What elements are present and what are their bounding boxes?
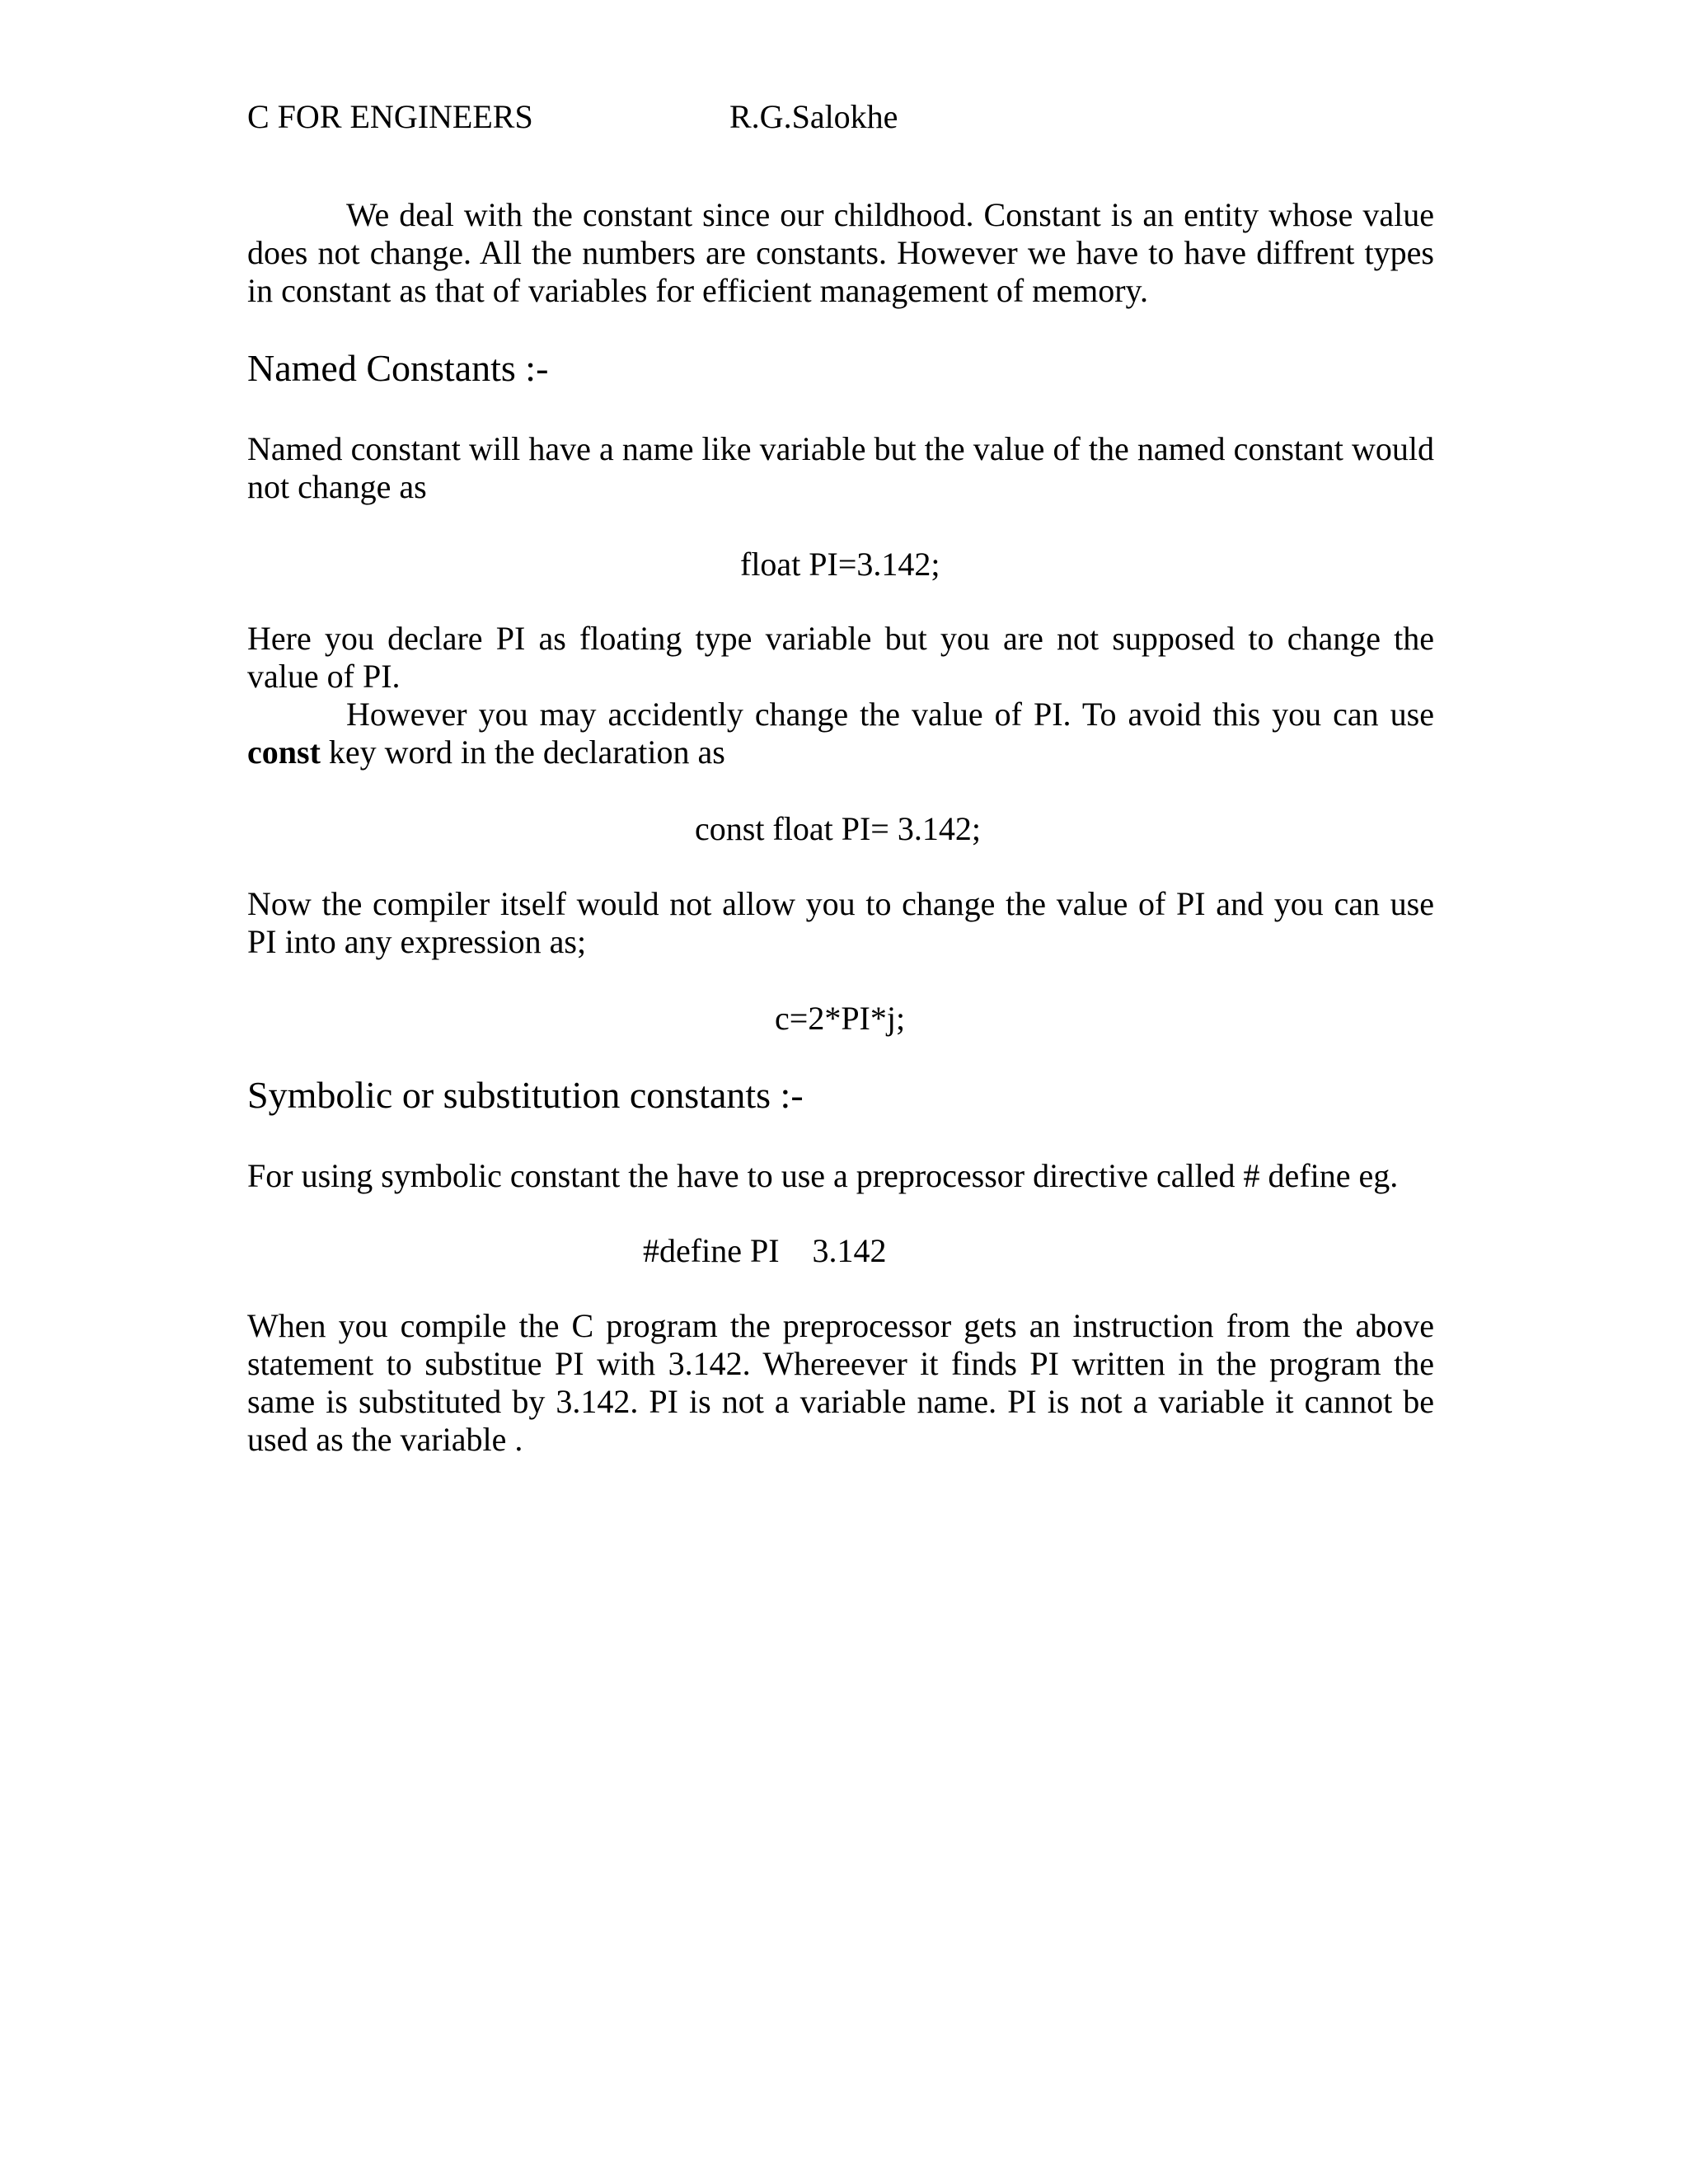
named-constants-description (247, 430, 1434, 506)
now-line: Now the compiler itself would not allow you to change the value of PI and you can use (247, 885, 1434, 922)
however-paragraph (247, 696, 1434, 771)
code-define-pi: #define PI 3.142 (643, 1232, 887, 1269)
when-line: When you compile the C program the preprocessor gets an instruction from the above (247, 1307, 1434, 1344)
when-line: statement to substitue PI with 3.142. Whereever it finds PI written in the program the (247, 1345, 1434, 1382)
when-paragraph (247, 1307, 1434, 1459)
code-expression: c=2*PI*j; (775, 1000, 906, 1037)
const-line (247, 733, 1434, 771)
description-line: not change as (247, 468, 427, 505)
here-line: Here you declare PI as floating type variable but you are not supposed to change the (247, 620, 1434, 657)
author-name: R.G.Salokhe (729, 98, 898, 135)
code-const-float-pi: const float PI= 3.142; (695, 810, 981, 847)
const-keyword: const (247, 733, 321, 771)
intro-line: in constant as that of variables for efficient management of memory. (247, 272, 1148, 309)
document-page (247, 0, 1434, 2184)
code-float-pi: float PI=3.142; (740, 546, 940, 583)
here-line: value of PI. (247, 658, 401, 695)
symbolic-description (247, 1157, 1434, 1195)
now-line: PI into any expression as; (247, 923, 587, 960)
const-line-rest: key word in the declaration as (320, 733, 725, 771)
now-paragraph (247, 885, 1434, 961)
here-paragraph (247, 620, 1434, 696)
book-title: C FOR ENGINEERS (247, 98, 533, 135)
when-line: same is substituted by 3.142. PI is not a variable name. PI is not a variable it cannot be (247, 1383, 1434, 1420)
however-line: However you may accidently change the value of PI. To avoid this you can use (346, 696, 1434, 733)
symbolic-constants-heading: Symbolic or substitution constants :- (247, 1074, 804, 1116)
named-constants-heading: Named Constants :- (247, 347, 549, 389)
intro-paragraph (247, 196, 1434, 310)
intro-line: does not change. All the numbers are constants. However we have to have diffrent types (247, 234, 1434, 271)
intro-line: We deal with the constant since our childhood. Constant is an entity whose value (346, 196, 1434, 233)
description-line: Named constant will have a name like variable but the value of the named constant would (247, 430, 1434, 467)
symbolic-description-line: For using symbolic constant the have to use a preprocessor directive called # define eg. (247, 1157, 1399, 1194)
when-line: used as the variable . (247, 1421, 523, 1458)
